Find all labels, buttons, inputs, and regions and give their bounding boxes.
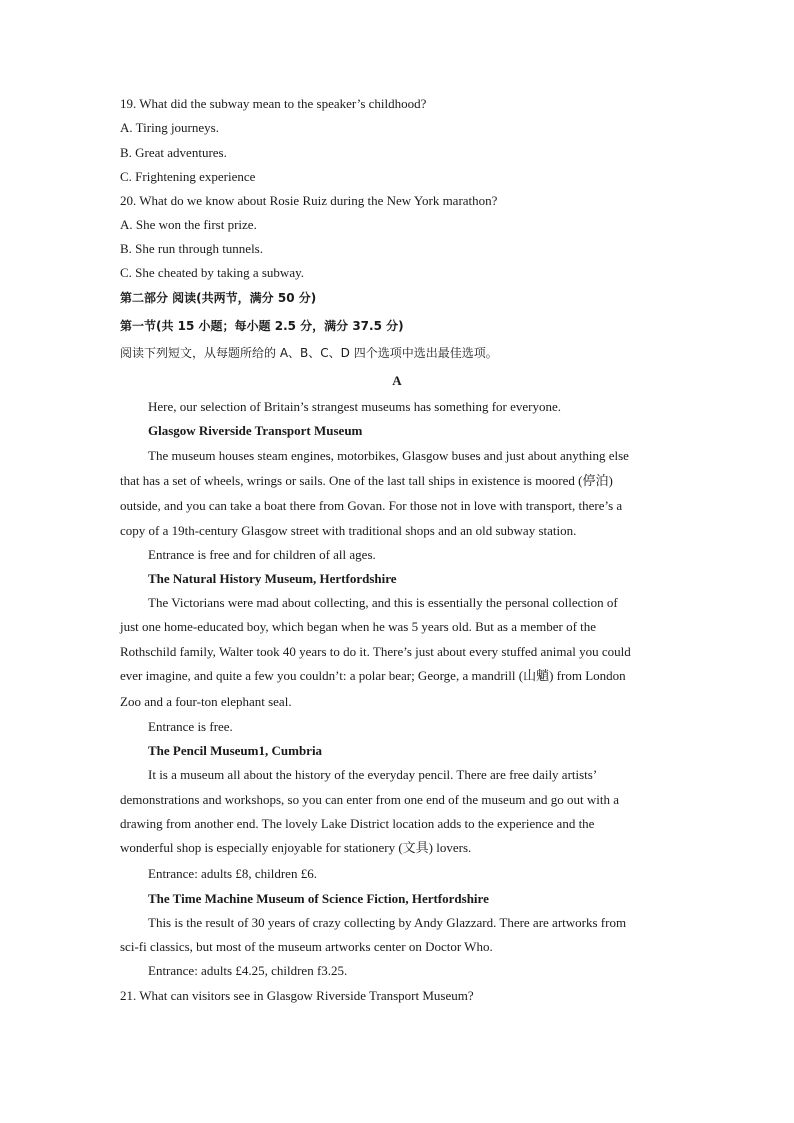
museum-name: The Natural History Museum, Hertfordshire (148, 571, 397, 586)
question-19-stem: 19. What did the subway mean to the speaker’s childhood? (120, 96, 427, 111)
museum-paragraph-line: copy of a 19th-century Glasgow street with traditional shops and an old subway station. (120, 523, 577, 538)
question-19-option-a: A. Tiring journeys. (120, 120, 219, 135)
reading-instruction: 阅读下列短文，从每题所给的 A、B、C、D 四个选项中选出最佳选项。 (120, 346, 498, 360)
museum-paragraph-line: The museum houses steam engines, motorbikes, Glasgow buses and just about anything else (148, 448, 629, 463)
museum-paragraph-line: Zoo and a four-ton elephant seal. (120, 694, 292, 709)
question-19-option-b: B. Great adventures. (120, 145, 227, 160)
museum-paragraph-line: demonstrations and workshops, so you can enter from one end of the museum and go out with a (120, 792, 619, 807)
museum-paragraph-line: just one home-educated boy, which began when he was 5 years old. But as a member of the (120, 619, 597, 634)
question-20-option-c: C. She cheated by taking a subway. (120, 265, 304, 280)
museum-name: The Time Machine Museum of Science Fiction, Hertfordshire (148, 891, 489, 906)
museum-paragraph-line: drawing from another end. The lovely Lake District location adds to the experience and the (120, 816, 595, 831)
section-one-heading: 第一节(共 15 小题；每小题 2.5 分，满分 37.5 分) (120, 319, 404, 333)
part-two-heading: 第二部分 阅读(共两节，满分 50 分) (120, 291, 317, 305)
museum-paragraph-line: This is the result of 30 years of crazy collecting by Andy Glazzard. There are artworks from (148, 915, 627, 930)
museum-entrance: Entrance: adults £4.25, children f3.25. (148, 963, 348, 978)
passage-letter: A (392, 373, 402, 388)
museum-entrance: Entrance: adults £8, children £6. (148, 866, 317, 881)
museum-entrance: Entrance is free. (148, 719, 233, 734)
museum-paragraph-line: Rothschild family, Walter took 40 years to do it. There’s just about every stuffed animal you could (120, 644, 631, 659)
passage-intro: Here, our selection of Britain’s strangest museums has something for everyone. (148, 399, 562, 414)
museum-entrance: Entrance is free and for children of all ages. (148, 547, 376, 562)
museum-name: Glasgow Riverside Transport Museum (148, 423, 363, 438)
museum-paragraph-line: It is a museum all about the history of the everyday pencil. There are free daily artists’ (148, 767, 598, 782)
museum-paragraph-line: wonderful shop is especially enjoyable for stationery (文具) lovers. (120, 840, 472, 855)
question-19-option-c: C. Frightening experience (120, 169, 256, 184)
question-21-stem: 21. What can visitors see in Glasgow Riverside Transport Museum? (120, 988, 474, 1003)
museum-paragraph-line: The Victorians were mad about collecting, and this is essentially the personal collection of (148, 595, 618, 610)
museum-paragraph-line: sci-fi classics, but most of the museum artworks center on Doctor Who. (120, 939, 493, 954)
question-20-option-b: B. She run through tunnels. (120, 241, 263, 256)
museum-paragraph-line: outside, and you can take a boat there from Govan. For those not in love with transport, there’s a (120, 498, 623, 513)
question-20-stem: 20. What do we know about Rosie Ruiz during the New York marathon? (120, 193, 498, 208)
museum-name: The Pencil Museum1, Cumbria (148, 743, 323, 758)
question-20-option-a: A. She won the first prize. (120, 217, 257, 232)
museum-paragraph-line: ever imagine, and quite a few you couldn’t: a polar bear; George, a mandrill (山魈) from London (120, 668, 626, 683)
museum-paragraph-line: that has a set of wheels, wrings or sails. One of the last tall ships in existence is moored (停泊) (120, 473, 613, 488)
